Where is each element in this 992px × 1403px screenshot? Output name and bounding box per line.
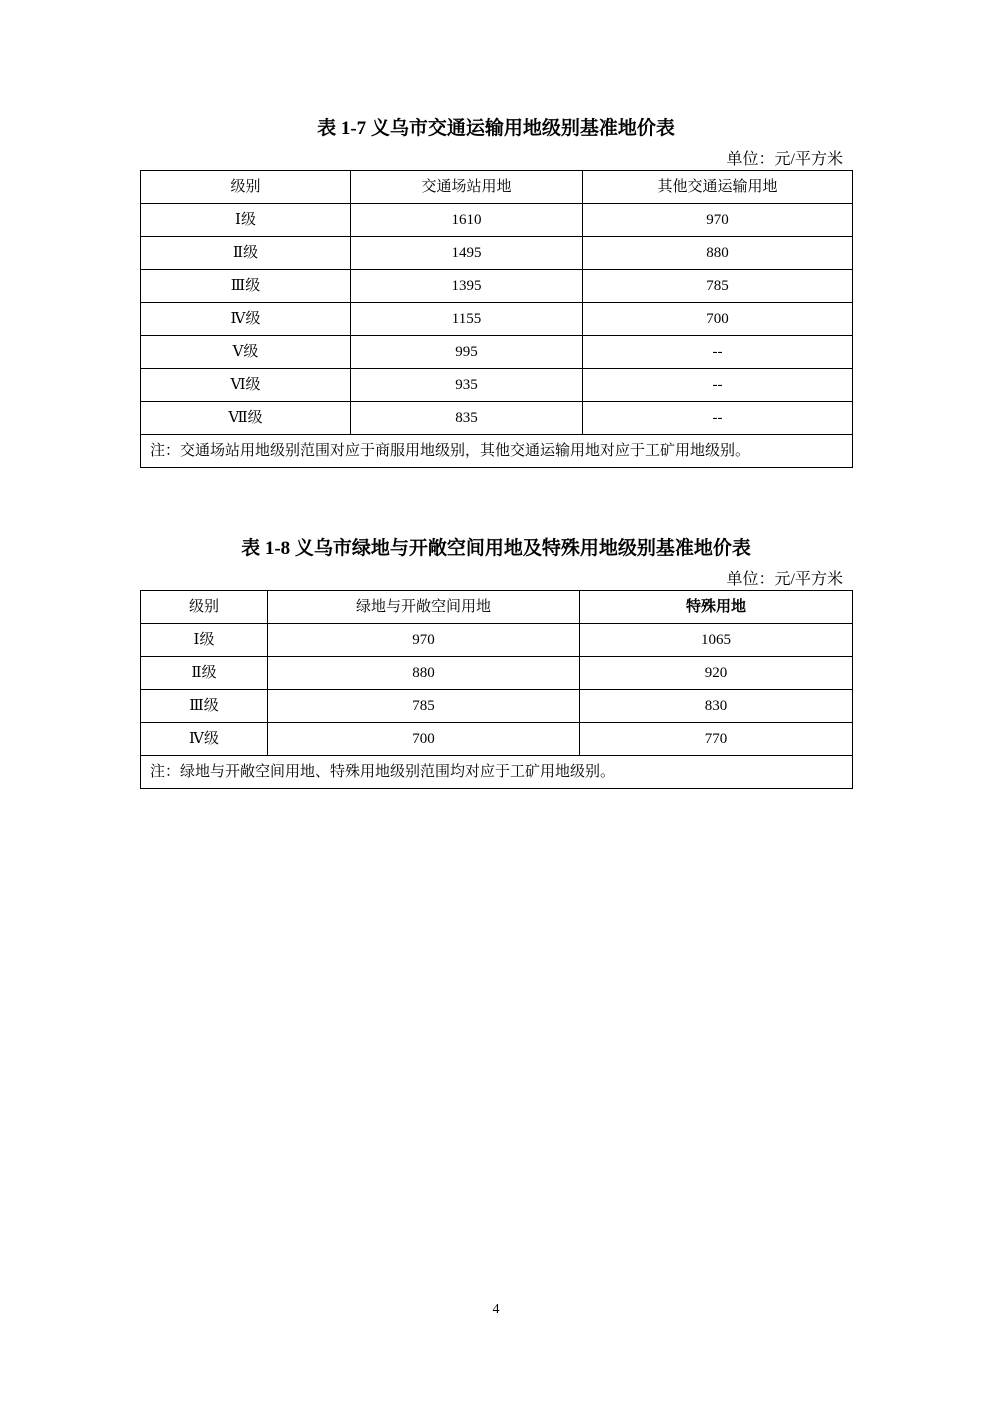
table-cell: 835 [351,402,583,435]
table-cell: -- [583,402,853,435]
column-header: 特殊用地 [580,591,853,624]
column-header: 绿地与开敞空间用地 [268,591,580,624]
table-cell: 970 [268,624,580,657]
table-cell: Ⅲ级 [141,690,268,723]
table-cell: 880 [583,237,853,270]
table-cell: 1155 [351,303,583,336]
table-cell: -- [583,336,853,369]
table-cell: 1610 [351,204,583,237]
table-row [141,204,853,237]
table-cell: 785 [268,690,580,723]
table-note: 注：绿地与开敞空间用地、特殊用地级别范围均对应于工矿用地级别。 [141,756,853,789]
table-cell: -- [583,369,853,402]
table-note-row [141,756,853,789]
table-cell: Ⅳ级 [141,723,268,756]
column-header: 级别 [141,591,268,624]
table-cell: Ⅶ级 [141,402,351,435]
table-cell: Ⅴ级 [141,336,351,369]
column-header: 其他交通运输用地 [583,171,853,204]
table-cell: 700 [583,303,853,336]
table-1-7-section [140,117,852,468]
table-cell: Ⅰ级 [141,624,268,657]
page-number: 4 [492,1302,500,1317]
table-cell: 1495 [351,237,583,270]
table-note: 注：交通场站用地级别范围对应于商服用地级别，其他交通运输用地对应于工矿用地级别。 [141,435,853,468]
table-row [141,336,853,369]
table-cell: 830 [580,690,853,723]
table-cell: 935 [351,369,583,402]
table-cell: 1065 [580,624,853,657]
table-header-row [141,171,853,204]
table-1-8 [140,590,853,789]
table-cell: 920 [580,657,853,690]
table-row [141,690,853,723]
table-cell: 1395 [351,270,583,303]
table-cell: 970 [583,204,853,237]
table-row [141,303,853,336]
table-cell: Ⅰ级 [141,204,351,237]
table-cell: 995 [351,336,583,369]
table-header-row [141,591,853,624]
table-1-7-unit: 单位：元/平方米 [726,151,843,168]
table-cell: Ⅵ级 [141,369,351,402]
table-1-8-unit: 单位：元/平方米 [726,571,843,588]
table-row [141,624,853,657]
table-1-7 [140,170,853,468]
table-cell: Ⅱ级 [141,237,351,270]
table-cell: Ⅳ级 [141,303,351,336]
table-row [141,657,853,690]
table-cell: 770 [580,723,853,756]
table-row [141,270,853,303]
table-cell: 880 [268,657,580,690]
column-header: 交通场站用地 [351,171,583,204]
table-1-8-title: 表 1-8 义乌市绿地与开敞空间用地及特殊用地级别基准地价表 [241,538,751,559]
column-header: 级别 [141,171,351,204]
table-cell: 785 [583,270,853,303]
table-row [141,723,853,756]
table-row [141,369,853,402]
table-1-7-title: 表 1-7 义乌市交通运输用地级别基准地价表 [317,118,675,139]
table-note-row [141,435,853,468]
table-row [141,402,853,435]
table-cell: 700 [268,723,580,756]
table-cell: Ⅱ级 [141,657,268,690]
table-row [141,237,853,270]
table-1-8-section [140,537,852,789]
table-cell: Ⅲ级 [141,270,351,303]
